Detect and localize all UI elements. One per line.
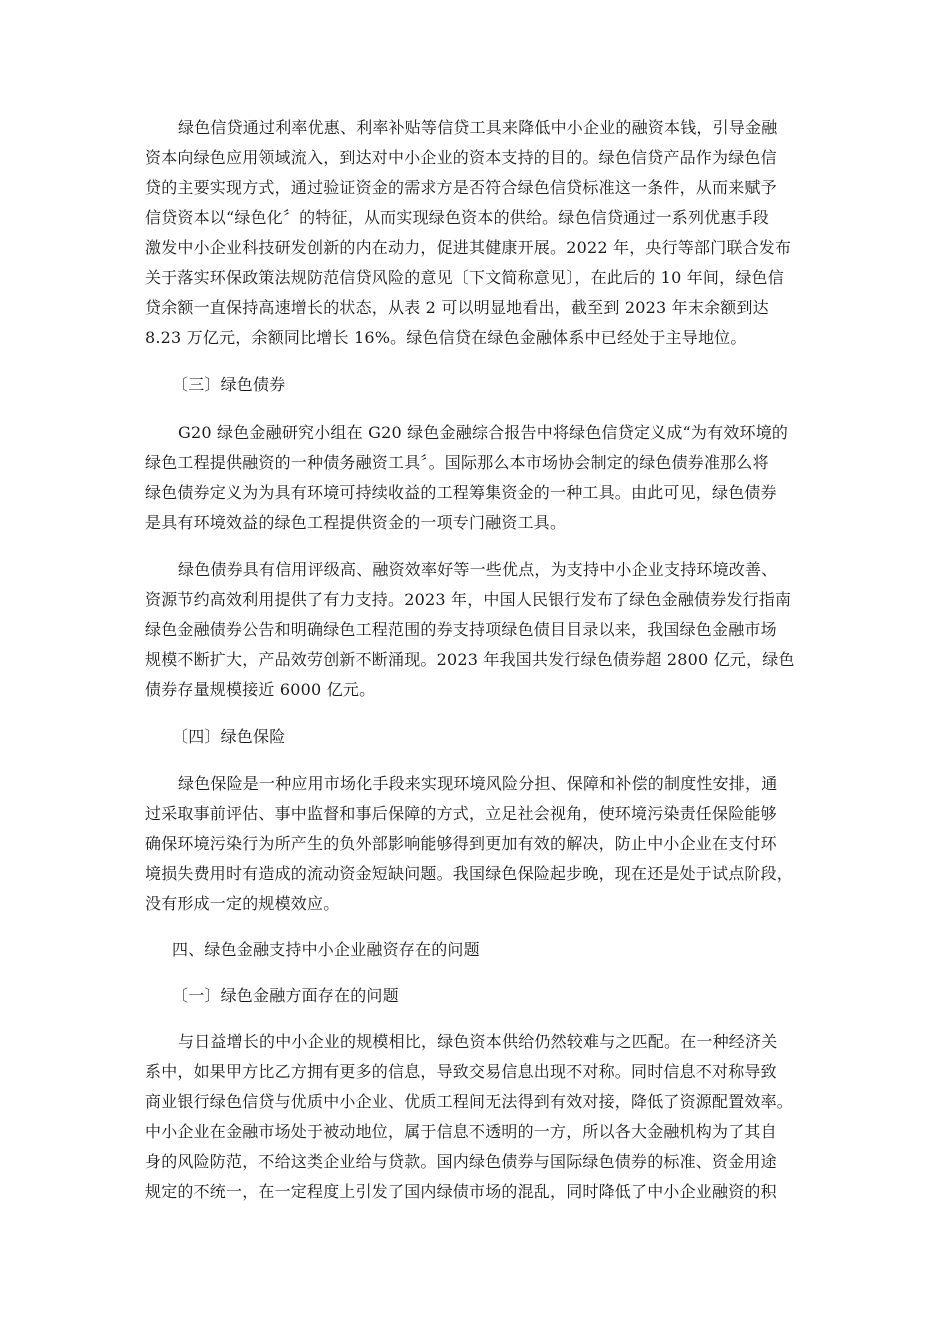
paragraph-problems-line: 规定的不统一，在一定程度上引发了国内绿债市场的混乱，同时降低了中小企业融资的积 (145, 1182, 777, 1201)
paragraph-green-credit-line: 关于落实环保政策法规防范信贷风险的意见〔下文简称意见〕，在此后的 10 年间，绿色信 (145, 268, 784, 287)
paragraph-green-bond-advantages-line: 债券存量规模接近 6000 亿元。 (145, 680, 376, 699)
paragraph-green-bond-advantages-line: 规模不断扩大，产品效劳创新不断涌现。2023 年我国共发行绿色债券超 2800 亿元，绿色 (145, 650, 795, 669)
paragraph-green-bond-definition-line: 是具有环境效益的绿色工程提供资金的一项专门融资工具。 (145, 513, 567, 532)
paragraph-green-insurance-line: 确保环境污染行为所产生的负外部影响能够得到更加有效的解决，防止中小企业在支付环 (145, 834, 777, 853)
paragraph-green-insurance-line: 境损失费用时有造成的流动资金短缺问题。我国绿色保险起步晚，现在还是处于试点阶段， (145, 864, 794, 883)
paragraph-green-insurance-line: 过采取事前评估、事中监督和事后保障的方式，立足社会视角，使环境污染责任保险能够 (145, 804, 777, 823)
paragraph-green-bond-advantages-line: 绿色债券具有信用评级高、融资效率好等一些优点，为支持中小企业支持环境改善、 (178, 560, 778, 579)
paragraph-green-credit-line: 激发中小企业科技研发创新的内在动力，促进其健康开展。2022 年，央行等部门联合发布 (145, 238, 792, 257)
heading-green-insurance: 〔四〕绿色保险 (172, 727, 286, 746)
paragraph-problems-line: 中小企业在金融市场处于被动地位，属于信息不透明的一方，所以各大金融机构为了其自 (145, 1122, 777, 1141)
paragraph-green-credit-line: 贷的主要实现方式，通过验证资金的需求方是否符合绿色信贷标准这一条件，从而来赋予 (145, 178, 777, 197)
paragraph-green-credit-line: 资本向绿色应用领域流入，到达对中小企业的资本支持的目的。绿色信贷产品作为绿色信 (145, 148, 777, 167)
paragraph-green-credit-line: 贷余额一直保持高速增长的状态，从表 2 可以明显地看出，截至到 2023 年末余额到达 (145, 298, 769, 317)
paragraph-problems-line: 商业银行绿色信贷与优质中小企业、优质工程间无法得到有效对接，降低了资源配置效率。 (145, 1092, 794, 1111)
paragraph-green-bond-advantages-line: 资源节约高效利用提供了有力支持。2023 年，中国人民银行发布了绿色金融债券发行指南 (145, 590, 792, 609)
paragraph-problems-line: 身的风险防范，不给这类企业给与贷款。国内绿色债券与国际绿色债券的标准、资金用途 (145, 1152, 777, 1171)
paragraph-green-bond-definition-line: 绿色债券定义为为具有环境可持续收益的工程筹集资金的一种工具。由此可见，绿色债券 (145, 483, 777, 502)
paragraph-green-credit-line: 绿色信贷通过利率优惠、利率补贴等信贷工具来降低中小企业的融资本钱，引导金融 (178, 118, 778, 137)
heading-green-bonds: 〔三〕绿色债券 (172, 375, 286, 394)
paragraph-green-insurance-line: 没有形成一定的规模效应。 (145, 894, 340, 913)
heading-section-four: 四、绿色金融支持中小企业融资存在的问题 (172, 940, 480, 959)
paragraph-green-bond-definition-line: G20 绿色金融研究小组在 G20 绿色金融综合报告中将绿色信贷定义成“为有效环境的 (178, 423, 789, 442)
paragraph-green-insurance-line: 绿色保险是一种应用市场化手段来实现环境风险分担、保障和补偿的制度性安排，通 (178, 774, 778, 793)
paragraph-green-bond-definition-line: 绿色工程提供融资的一种债务融资工具〞。国际那么本市场协会制定的绿色债券准那么将 (145, 453, 769, 472)
paragraph-problems-line: 与日益增长的中小企业的规模相比，绿色资本供给仍然较难与之匹配。在一种经济关 (178, 1032, 778, 1051)
paragraph-green-bond-advantages-line: 绿色金融债券公告和明确绿色工程范围的券支持项绿色债目目录以来，我国绿色金融市场 (145, 620, 777, 639)
paragraph-green-credit-line: 信贷资本以“绿色化〞的特征，从而实现绿色资本的供给。绿色信贷通过一系列优惠手段 (145, 208, 769, 227)
heading-green-finance-problems: 〔一〕绿色金融方面存在的问题 (172, 986, 399, 1005)
paragraph-green-credit-line: 8.23 万亿元，余额同比增长 16%。绿色信贷在绿色金融体系中已经处于主导地位。 (145, 328, 747, 347)
paragraph-problems-line: 系中，如果甲方比乙方拥有更多的信息，导致交易信息出现不对称。同时信息不对称导致 (145, 1062, 777, 1081)
